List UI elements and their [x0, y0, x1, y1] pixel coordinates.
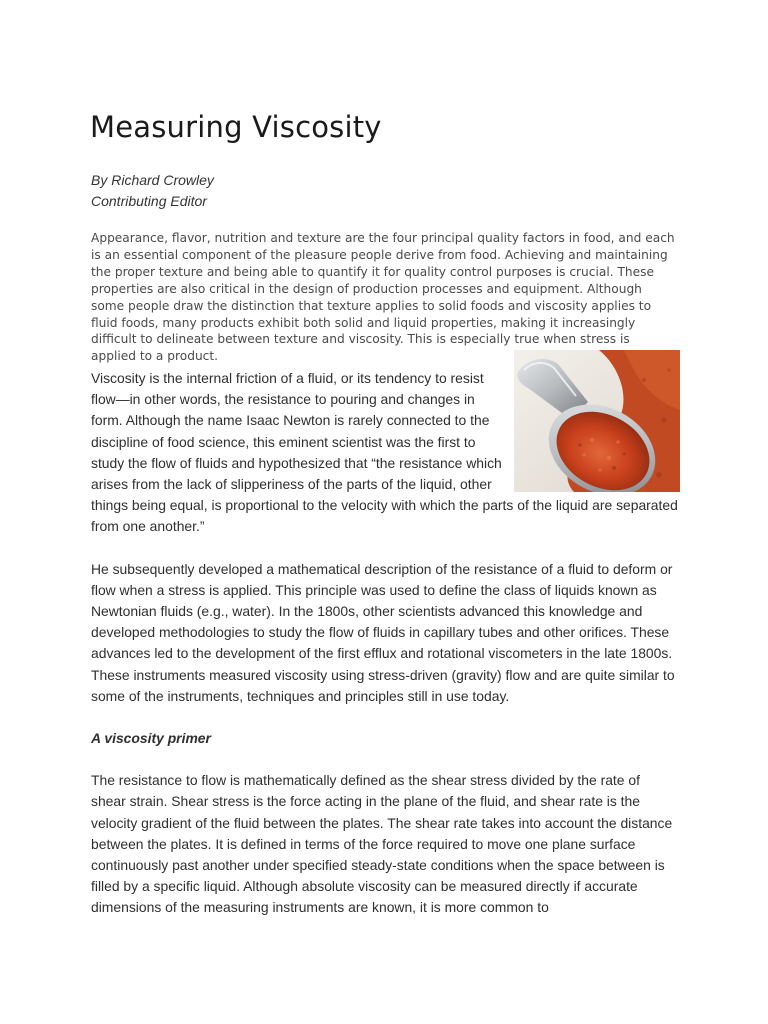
article-paragraph-1: Viscosity is the internal friction of a fluid, or its tendency to resist flow—in other words, the resistance to pouring and changes in form. Although the name Isaac Newton is rarely connected to the discipline of food science, this eminent scientist was the first to study the flow of fluids and hypothesized that “the resistance which arises from the lack of slipperiness of the parts of the liquid, other things being equal, is proportional to the velocity with which the parts of the liquid are separated from one another.” [91, 370, 678, 535]
intro-paragraph: Appearance, flavor, nutrition and texture are the four principal quality factors in food, and each is an essential component of the pleasure people derive from food. Achieving and maintaining the proper texture and being able to quantify it for quality control purposes is crucial. These properties are also critical in the design of production processes and equipment. Although some people draw the distinction that texture applies to solid foods and viscosity applies to fluid foods, many products exhibit both solid and liquid properties, making it increasingly difficult to delineate between texture and viscosity. This is especially true when stress is applied to a product. [91, 231, 675, 364]
article-body [91, 368, 678, 919]
page-title: Measuring Viscosity [90, 110, 382, 144]
section-subheading: A viscosity primer [91, 730, 211, 747]
spice-spoon-photo [514, 350, 680, 492]
byline [91, 170, 214, 212]
article-paragraph-2: He subsequently developed a mathematical description of the resistance of a fluid to deform or flow when a stress is applied. This principle was used to define the class of liquids known as Newtonian fluids (e.g., water). In the 1800s, other scientists advanced this knowledge and developed methodologies to study the flow of fluids in capillary tubes and other orifices. These advances led to the development of the first efflux and rotational viscometers in the late 1800s. These instruments measured viscosity using stress-driven (gravity) flow and are quite similar to some of the instruments, techniques and principles still in use today. [91, 560, 675, 704]
author-role: Contributing Editor [91, 193, 207, 209]
article-paragraph-3: The resistance to flow is mathematically defined as the shear stress divided by the rate of shear strain. Shear stress is the force acting in the plane of the fluid, and shear rate is the velocity gradient of the fluid between the plates. The shear rate takes into account the distance between the plates. It is defined in terms of the force required to move one plane surface continuously past another under specified steady-state conditions when the space between is filled by a specific liquid. Although absolute viscosity can be measured directly if accurate dimensions of the measuring instruments are known, it is more common to [91, 772, 673, 916]
author-name: By Richard Crowley [91, 172, 214, 188]
